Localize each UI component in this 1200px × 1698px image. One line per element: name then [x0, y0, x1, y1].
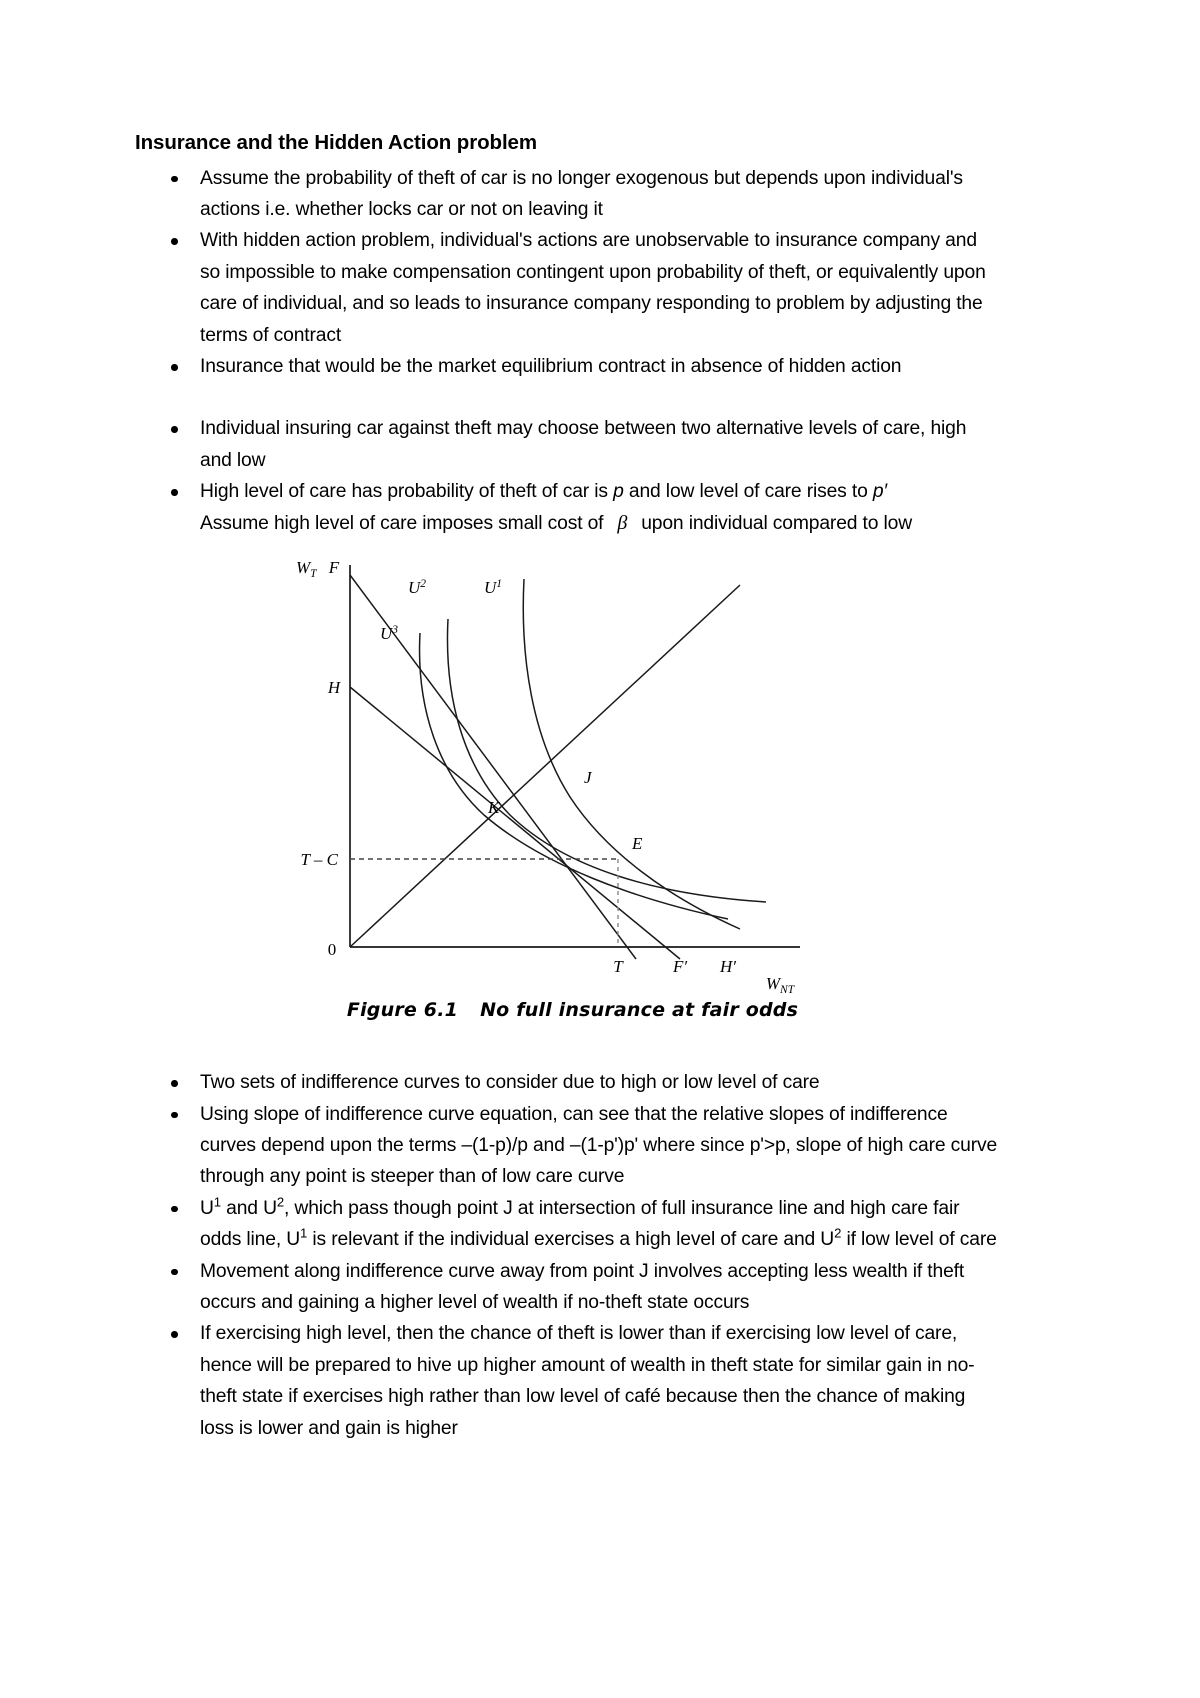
figure-caption	[145, 999, 1000, 1021]
bullet-chance-of-theft-lower: If exercising high level, then the chance of theft is lower than if exercising low level of care, hence will be prepared to hive up higher amount of wealth in theft state for similar gain in no-theft state if exercises high rather than low level of café because then the chance of making loss is lower and gain is higher	[135, 1318, 1000, 1444]
page-title: Insurance and the Hidden Action problem	[135, 131, 537, 154]
figure-6-1	[135, 547, 1000, 1067]
full-insurance-line	[350, 585, 740, 947]
bullet-care-probability	[135, 476, 1000, 539]
bullet-two-sets-indifference-curves: Two sets of indifference curves to consider due to high or low level of care	[135, 1067, 1000, 1098]
y-axis-label: $W_T$	[295, 558, 317, 581]
curve-label-U1: $U^1$	[483, 578, 502, 598]
x-axis-label: $W_{NT}$	[765, 974, 794, 997]
y-tick-T-minus-C: T – C	[300, 850, 338, 870]
figure-diagram	[288, 547, 848, 1017]
y-tick-F: F	[328, 558, 339, 578]
curve-label-U2: $U^2$	[407, 578, 426, 598]
bullet-hidden-action-unobservable: With hidden action problem, individual's actions are unobservable to insurance company and so impossible to make compensation contingent upon probability of theft, or equivalently upon care of individual, and so leads to insurance company responding to problem by adjusting the terms of contract	[135, 225, 1000, 351]
origin-label: 0	[327, 940, 336, 960]
x-tick-T: T	[612, 957, 623, 977]
top-bullet-list	[135, 163, 1000, 539]
point-label-J: J	[583, 768, 592, 788]
bullet-relative-slopes: Using slope of indifference curve equation, can see that the relative slopes of indifference curves depend upon the terms –(1-p)/p and –(1-p')p' where since p'>p, slope of high care curve through any point is steeper than of low care curve	[135, 1099, 1000, 1193]
care-prob-part4: upon individual compared to low	[641, 512, 913, 534]
symbol-beta: β	[617, 511, 628, 534]
figure-caption-text: No full insurance at fair odds	[480, 999, 799, 1022]
fair-odds-line-H	[350, 687, 680, 959]
bullet-movement-along-curve: Movement along indifference curve away from point J involves accepting less wealth if theft occurs and gaining a higher level of wealth if no-theft state occurs	[135, 1256, 1000, 1319]
bullet-exogenous-probability: Assume the probability of theft of car is no longer exogenous but depends upon individual's actions i.e. whether locks car or not on leaving it	[135, 163, 1000, 226]
bullet-market-equilibrium-contract: Insurance that would be the market equilibrium contract in absence of hidden action	[135, 351, 1000, 382]
bullet-u1-u2-point-j: $U^1$ and $U^2$, which pass though point J at intersection of full insurance line and high care fair odds line, $U^1$ is relevant if the individual exercises a high level of care and $U^2$ if low level of care	[135, 1193, 1000, 1256]
x-tick-H-prime: H′	[719, 957, 736, 977]
bottom-bullet-list	[135, 1067, 1000, 1444]
point-label-E: E	[631, 834, 642, 854]
curve-label-U3: $U^3$	[379, 624, 398, 644]
x-tick-F-prime: F′	[672, 957, 687, 977]
symbol-p: p	[613, 481, 624, 503]
y-tick-H: H	[327, 678, 340, 698]
care-prob-part2: and low level of care rises to	[623, 481, 873, 503]
figure-caption-number: Figure 6.1	[346, 999, 459, 1022]
indifference-curve-U1	[523, 579, 740, 929]
point-label-K: K	[487, 798, 499, 818]
care-prob-part3: Assume high level of care imposes small cost of	[200, 512, 604, 534]
symbol-p-prime: p′	[872, 481, 887, 503]
care-prob-part1: High level of care has probability of theft of car is	[200, 481, 614, 503]
bullet-two-levels-of-care: Individual insuring car against theft may choose between two alternative levels of care, high and low	[135, 413, 1000, 476]
